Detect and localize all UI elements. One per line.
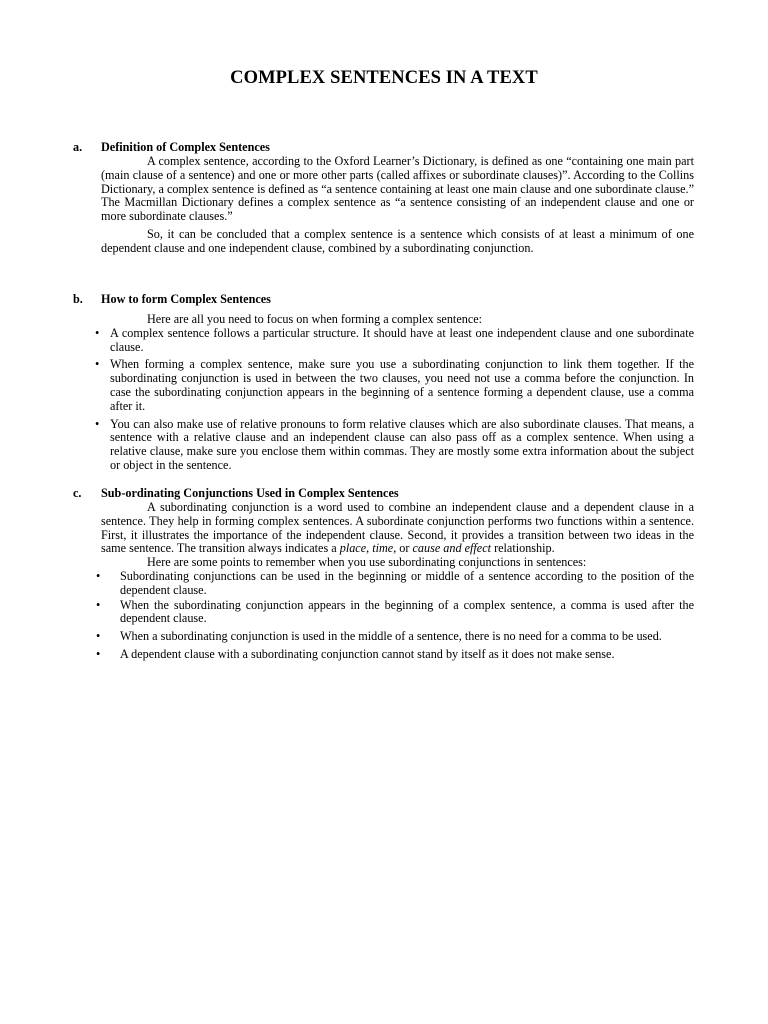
- section-subordinating-conjunctions: [0, 487, 768, 662]
- section-letter: b.: [73, 292, 83, 306]
- bullet-icon: •: [95, 357, 100, 372]
- bullet-icon: •: [96, 568, 101, 583]
- paragraph-text: A subordinating conjunction is a word used to combine an independent clause and a dependent clause in a sentence. They help in forming complex sentences. A subordinate conjunction performs two functions within a sentence. First, it illustrates the importance of the independent clause. Second, it provides a transition between two ideas in the same sentence. The transition always indicates a: [101, 500, 694, 556]
- italic-term-place: place,: [339, 541, 370, 556]
- bullet-icon: •: [96, 629, 101, 644]
- intro-paragraph: Here are some points to remember when you use subordinating conjunctions in sentences:: [147, 555, 587, 570]
- list-item: [96, 629, 694, 644]
- definition-paragraph: A complex sentence, according to the Oxford Learner’s Dictionary, is defined as one “containing one main part (main clause of a sentence) and one or more other parts (called affixes or subordinate clauses)”. According to the Collins Dictionary, a complex sentence is defined as “a sentence containing at least one main clause and one subordinate clause.” The Macmillan Dictionary defines a complex sentence as “a sentence consisting of an independent clause and one or more subordinate clauses.”: [101, 154, 694, 224]
- conjunction-paragraph: [101, 501, 694, 556]
- list-item-text: A complex sentence follows a particular structure. It should have at least one independent clause and one subordinate clause.: [110, 325, 694, 354]
- section-letter: a.: [73, 140, 83, 154]
- section-definition: [0, 141, 768, 256]
- section-title: Definition of Complex Sentences: [101, 140, 270, 154]
- list-item: [95, 325, 694, 355]
- section-heading: [0, 487, 768, 501]
- bullet-icon: •: [96, 646, 101, 661]
- list-item: [95, 357, 694, 413]
- list-item: [96, 568, 694, 598]
- section-title: How to form Complex Sentences: [101, 292, 271, 306]
- paragraph-text: or: [396, 541, 413, 556]
- paragraph-text: relationship.: [491, 541, 555, 556]
- list-item-text: When forming a complex sentence, make sure you use a subordinating conjunction to link them together. If the subordinating conjunction is used in between the two clauses, you need not use a comma before the conjunction. In case the subordinating conjunction appears in the beginning of a sentence forming a dependent clause, use a comma after it.: [110, 357, 694, 413]
- intro-paragraph: Here are all you need to focus on when forming a complex sentence:: [147, 312, 483, 326]
- page-title: COMPLEX SENTENCES IN A TEXT: [230, 68, 538, 88]
- list-item-text: You can also make use of relative pronouns to form relative clauses which are also subordinate clauses. That means, a sentence with a relative clause and an independent clause can also pass off as a complex sentence. When using a relative clause, make sure you enclose them within commas. They are mostly some extra information about the subject or object in the sentence.: [110, 416, 694, 472]
- section-title: Sub-ordinating Conjunctions Used in Complex Sentences: [101, 486, 399, 500]
- bullet-icon: •: [95, 416, 100, 431]
- list-item: [96, 597, 694, 627]
- list-item-text: When a subordinating conjunction is used in the middle of a sentence, there is no need for a comma to be used.: [120, 629, 662, 644]
- italic-term-cause-effect: cause and effect: [412, 541, 492, 556]
- conclusion-paragraph: So, it can be concluded that a complex sentence is a sentence which consists of at least a minimum of one dependent clause and one independent clause, combined by a subordinating conjunction.: [101, 226, 694, 255]
- list-item-text: Subordinating conjunctions can be used in the beginning or middle of a sentence according to the position of the dependent clause.: [120, 568, 694, 597]
- italic-term-time: time,: [372, 541, 397, 556]
- section-letter: c.: [73, 486, 82, 500]
- list-item: [96, 646, 694, 662]
- list-item-text: When the subordinating conjunction appears in the beginning of a complex sentence, a comma is used after the dependent clause.: [120, 597, 694, 626]
- list-item: [95, 416, 694, 473]
- bullet-list: [0, 327, 768, 473]
- section-how-to-form: [0, 293, 768, 473]
- bullet-icon: •: [95, 325, 100, 340]
- list-item-text: A dependent clause with a subordinating conjunction cannot stand by itself as it does not make sense.: [120, 646, 615, 661]
- bullet-icon: •: [96, 597, 101, 612]
- section-heading: [0, 293, 768, 307]
- bullet-list: [0, 570, 768, 662]
- section-heading: [0, 141, 768, 155]
